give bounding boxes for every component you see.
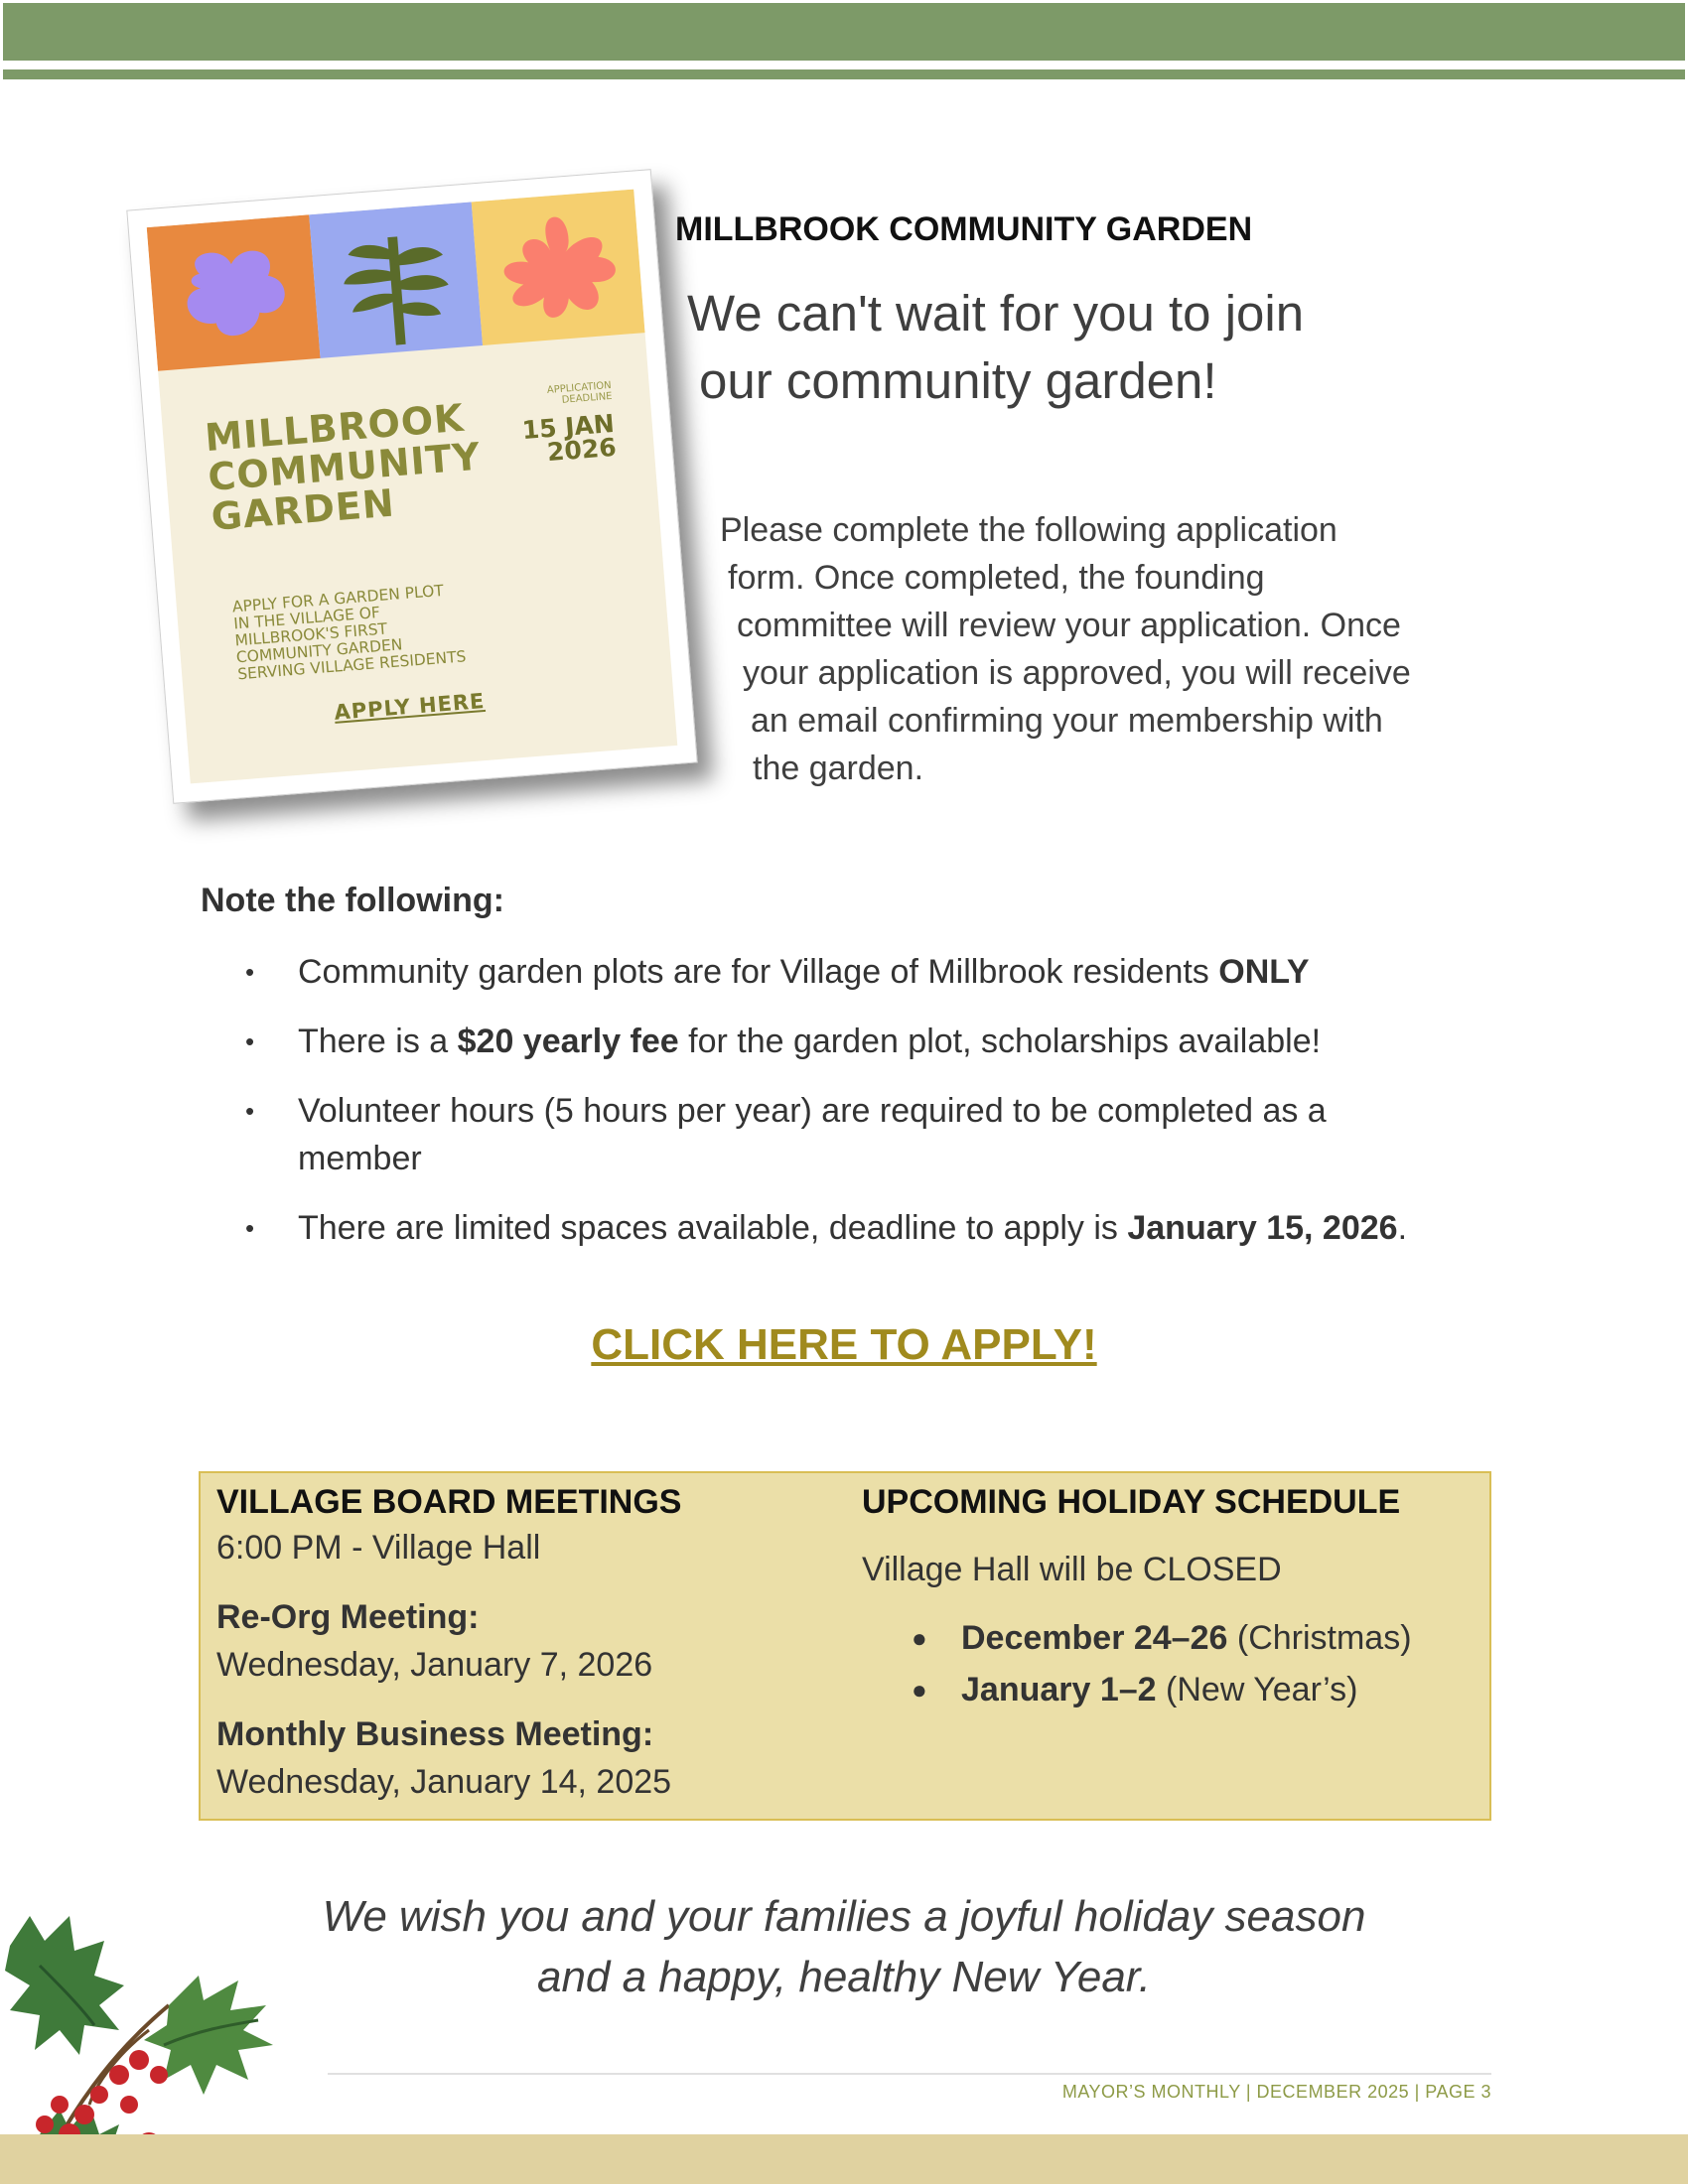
monthly-meeting-date: Wednesday, January 14, 2025: [216, 1763, 672, 1801]
leaf-tile: [309, 202, 483, 357]
intro-line: committee will review your application. Once: [737, 607, 1401, 644]
greeting-line1: We wish you and your families a joyful holiday season: [322, 1892, 1366, 1941]
notes-heading: Note the following:: [201, 882, 504, 919]
bullet-icon: ●: [912, 1675, 927, 1705]
garden-flyer-image[interactable]: [126, 169, 697, 804]
note-emphasis: $20 yearly fee: [457, 1023, 679, 1060]
note-text: Community garden plots are for Village of Millbrook residents: [298, 953, 1219, 991]
holiday-dates: December 24–26: [961, 1619, 1228, 1657]
bullet-icon: •: [245, 1026, 255, 1056]
coral-flower-tile: [472, 190, 645, 345]
note-text: .: [1397, 1209, 1408, 1247]
apply-link-label[interactable]: CLICK HERE TO APPLY!: [591, 1320, 1097, 1369]
bullet-icon: •: [245, 957, 255, 987]
monthly-meeting-label: Monthly Business Meeting:: [216, 1715, 654, 1753]
purple-flower-tile: [147, 214, 321, 370]
note-emphasis: January 15, 2026: [1127, 1209, 1398, 1247]
notes-list: [201, 948, 1452, 1274]
holiday-schedule-title: UPCOMING HOLIDAY SCHEDULE: [862, 1483, 1401, 1521]
flyer-art-tiles: [147, 190, 645, 371]
intro-line: form. Once completed, the founding: [728, 559, 1265, 597]
list-item: [201, 1204, 1452, 1252]
intro-line: the garden.: [753, 750, 924, 787]
flyer-title: MILLBROOK COMMUNITY GARDEN: [203, 395, 483, 539]
list-item: [201, 1018, 1452, 1065]
header-rule: [3, 69, 1685, 79]
note-text: There is a: [298, 1023, 458, 1060]
garden-tagline: [687, 280, 1402, 415]
flyer-deadline-date: 15 JAN 2026: [520, 408, 618, 468]
meetings-holiday-box: [199, 1471, 1491, 1821]
list-item: [862, 1612, 1412, 1664]
list-item: [201, 948, 1452, 996]
footer-band: [0, 2134, 1688, 2184]
garden-tagline-line1: We can't wait for you to join: [687, 285, 1305, 341]
bullet-icon: ●: [912, 1623, 927, 1653]
board-meetings-title: VILLAGE BOARD MEETINGS: [216, 1483, 682, 1521]
note-emphasis: ONLY: [1218, 953, 1310, 991]
intro-line: an email confirming your membership with: [751, 702, 1383, 740]
reorg-meeting-label: Re-Org Meeting:: [216, 1598, 480, 1636]
flyer-description: APPLY FOR A GARDEN PLOT IN THE VILLAGE OF MILLBROOK'S FIRST COMMUNITY GARDEN SERVING VILLAGE RESIDENTS: [231, 581, 468, 684]
holiday-list: [862, 1612, 1412, 1715]
list-item: [201, 1087, 1452, 1182]
header-band: [3, 3, 1685, 61]
holiday-name: (New Year’s): [1156, 1671, 1358, 1708]
garden-intro-paragraph: [720, 506, 1514, 792]
holiday-dates: January 1–2: [961, 1671, 1157, 1708]
garden-tagline-line2: our community garden!: [699, 352, 1217, 409]
flyer-apply-link[interactable]: APPLY HERE: [333, 688, 487, 725]
board-meeting-time: 6:00 PM - Village Hall: [216, 1529, 541, 1567]
bullet-icon: •: [245, 1096, 255, 1126]
bullet-icon: •: [245, 1213, 255, 1243]
intro-line: Please complete the following application: [720, 511, 1337, 549]
note-text: for the garden plot, scholarships available!: [678, 1023, 1322, 1060]
list-item: [862, 1664, 1412, 1715]
flyer-deadline-label: APPLICATION DEADLINE: [546, 379, 613, 406]
footer-rule: [328, 2073, 1491, 2075]
garden-section-heading: MILLBROOK COMMUNITY GARDEN: [675, 210, 1253, 248]
holiday-closed-note: Village Hall will be CLOSED: [862, 1551, 1282, 1588]
flyer-frame: [126, 169, 697, 804]
flyer-poster: [147, 190, 678, 784]
page-footer: MAYOR’S MONTHLY | DECEMBER 2025 | PAGE 3: [1061, 2082, 1491, 2102]
apply-link[interactable]: [0, 1320, 1688, 1370]
holiday-greeting: [0, 1886, 1688, 2007]
note-text: There are limited spaces available, deadline to apply is: [298, 1209, 1128, 1247]
reorg-meeting-date: Wednesday, January 7, 2026: [216, 1646, 653, 1684]
intro-line: your application is approved, you will receive: [743, 654, 1411, 692]
holiday-name: (Christmas): [1227, 1619, 1412, 1657]
note-text: Volunteer hours (5 hours per year) are required to be completed as a member: [298, 1092, 1327, 1177]
greeting-line2: and a happy, healthy New Year.: [536, 1953, 1152, 2001]
